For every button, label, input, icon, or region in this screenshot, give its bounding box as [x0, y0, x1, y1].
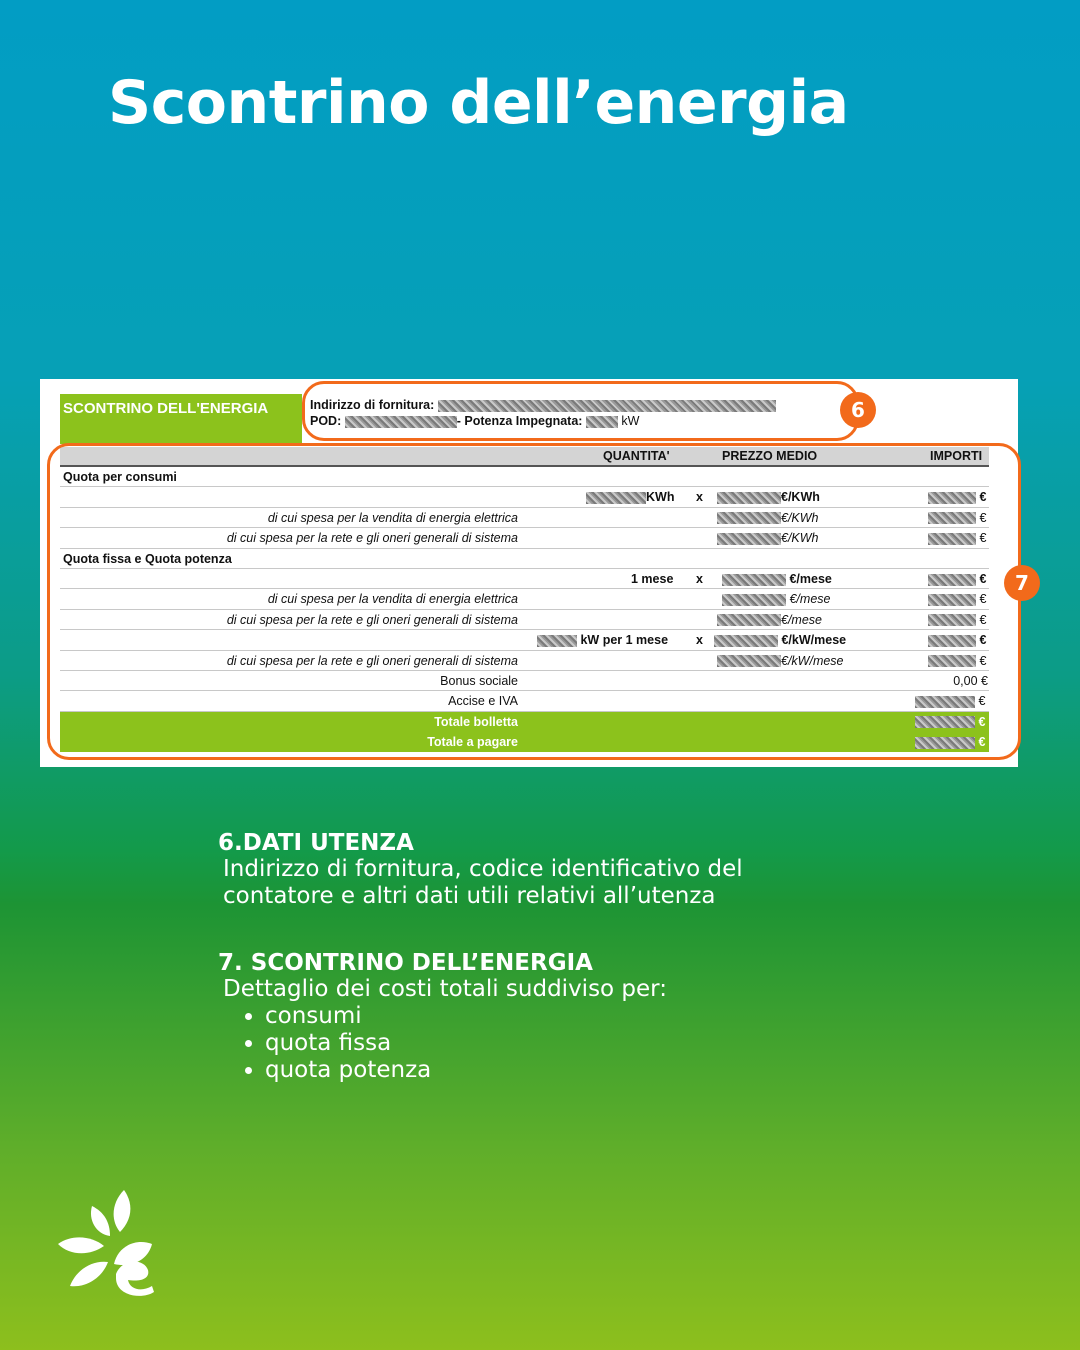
- page-title: Scontrino dell’energia: [108, 68, 849, 138]
- callout-7-badge: 7: [1004, 565, 1040, 601]
- callout-7-outline: [47, 443, 1021, 760]
- section-fixed: Quota fissa e Quota potenza: [63, 551, 232, 566]
- callout-6-outline: [302, 381, 859, 441]
- section-user-data: [218, 830, 743, 910]
- euro-sign: €: [978, 735, 986, 750]
- price-unit: €/kW/mese: [781, 633, 847, 648]
- power-label: - Potenza Impegnata:: [456, 414, 583, 428]
- pod-label: POD:: [310, 414, 342, 428]
- section-text: Indirizzo di fornitura, codice identificativo del: [223, 856, 743, 882]
- euro-sign: €: [979, 592, 987, 607]
- times-sign: x: [696, 490, 703, 505]
- power-unit: kW: [621, 414, 640, 428]
- sale-spend-label: di cui spesa per la vendita di energia elettrica: [267, 510, 518, 525]
- column-quantity: QUANTITA': [603, 449, 670, 463]
- column-avg-price: PREZZO MEDIO: [722, 449, 818, 463]
- total-to-pay-label: Totale a pagare: [427, 735, 518, 750]
- section-heading: 6.DATI UTENZA: [218, 830, 414, 856]
- price-unit: €/KWh: [781, 510, 819, 525]
- price-unit: €/mese: [789, 571, 832, 586]
- times-sign: x: [696, 633, 703, 648]
- supply-address-label: Indirizzo di fornitura:: [310, 398, 435, 412]
- social-bonus-amount: 0,00 €: [953, 673, 988, 688]
- euro-sign: €: [978, 694, 986, 709]
- network-spend-label: di cui spesa per la rete e gli oneri generali di sistema: [226, 531, 518, 546]
- total-bill-label: Totale bolletta: [434, 714, 518, 729]
- euro-sign: €: [979, 653, 987, 668]
- price-unit: €/KWh: [781, 531, 819, 546]
- one-month: 1 mese: [631, 571, 674, 586]
- euro-sign: €: [978, 714, 986, 729]
- section-text: Dettaglio dei costi totali suddiviso per:: [223, 976, 667, 1002]
- network-spend-label: di cui spesa per la rete e gli oneri generali di sistema: [226, 653, 518, 668]
- euro-sign: €: [979, 510, 987, 525]
- section-energy-receipt: [218, 950, 667, 1084]
- kw-per-month: kW per 1 mese: [580, 633, 669, 648]
- network-spend-label: di cui spesa per la rete e gli oneri generali di sistema: [226, 612, 518, 627]
- leaf-e-logo-icon: [52, 1186, 162, 1302]
- callout-6-badge: 6: [840, 392, 876, 428]
- column-amounts: IMPORTI: [930, 449, 983, 463]
- social-bonus-label: Bonus sociale: [440, 673, 518, 688]
- euro-sign: €: [979, 633, 987, 648]
- price-unit: €/kW/mese: [781, 653, 844, 668]
- list-item: • quota fissa: [265, 1030, 667, 1057]
- section-consumption: Quota per consumi: [63, 470, 177, 484]
- euro-sign: €: [979, 571, 987, 586]
- qty-unit: KWh: [646, 490, 675, 505]
- times-sign: x: [696, 571, 703, 586]
- euro-sign: €: [979, 490, 987, 505]
- price-unit: €/KWh: [781, 490, 820, 505]
- list-item: • consumi: [265, 1003, 667, 1030]
- bill-header-label: SCONTRINO DELL'ENERGIA: [60, 394, 302, 444]
- price-unit: €/mese: [781, 612, 822, 627]
- euro-sign: €: [979, 531, 987, 546]
- excise-vat-label: Accise e IVA: [448, 694, 518, 709]
- list-item: • quota potenza: [265, 1057, 667, 1084]
- section-text: contatore e altri dati utili relativi all’utenza: [223, 883, 716, 909]
- section-heading: 7. SCONTRINO DELL’ENERGIA: [218, 950, 593, 976]
- euro-sign: €: [979, 612, 987, 627]
- price-unit: €/mese: [789, 592, 831, 607]
- sale-spend-label: di cui spesa per la vendita di energia elettrica: [267, 592, 518, 607]
- cost-breakdown-list: [218, 1003, 667, 1084]
